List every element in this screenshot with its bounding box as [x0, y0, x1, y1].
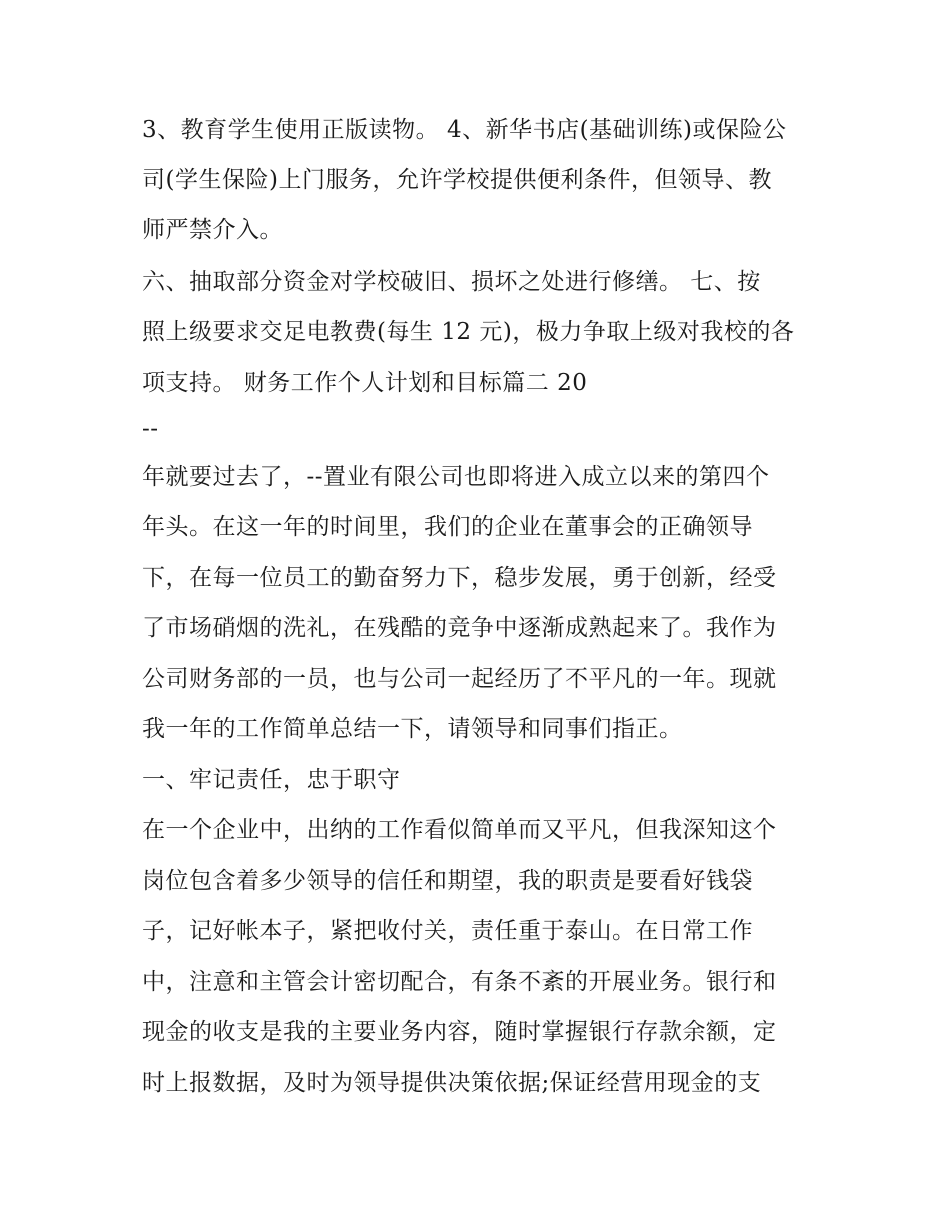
text-line-3: 师严禁介入。 — [142, 217, 283, 243]
text-line-19: 现金的收支是我的主要业务内容，随时掌握银行存款余额，定 — [142, 1019, 777, 1045]
text-line-15: 在一个企业中，出纳的工作看似简单而又平凡，但我深知这个 — [142, 817, 777, 843]
text-line-10: 下，在每一位员工的勤奋努力下，稳步发展，勇于创新，经受 — [142, 565, 777, 591]
text-line-6: 项支持。 财务工作个人计划和目标篇二 20 — [142, 370, 588, 396]
text-line-5: 照上级要求交足电教费(每生 12 元)，极力争取上级对我校的各 — [142, 319, 795, 345]
text-line-12: 公司财务部的一员，也与公司一起经历了不平凡的一年。现就 — [142, 666, 777, 692]
text-line-20: 时上报数据，及时为领导提供决策依据;保证经营用现金的支 — [142, 1070, 762, 1096]
section-heading: 一、牢记责任，忠于职守 — [142, 767, 401, 793]
text-line-8: 年就要过去了，--置业有限公司也即将进入成立以来的第四个 — [142, 464, 770, 490]
text-line-2: 司(学生保险)上门服务，允许学校提供便利条件，但领导、教 — [142, 167, 772, 193]
text-line-17: 子，记好帐本子，紧把收付关，责任重于泰山。在日常工作 — [142, 918, 753, 944]
text-line-16: 岗位包含着多少领导的信任和期望，我的职责是要看好钱袋 — [142, 868, 753, 894]
text-line-13: 我一年的工作简单总结一下，请领导和同事们指正。 — [142, 716, 683, 742]
text-line-18: 中，注意和主管会计密切配合，有条不紊的开展业务。银行和 — [142, 969, 777, 995]
text-line-4: 六、抽取部分资金对学校破旧、损坏之处进行修缮。 七、按 — [142, 269, 761, 295]
text-line-1: 3、教育学生使用正版读物。 4、新华书店(基础训练)或保险公 — [142, 117, 787, 143]
text-line-11: 了市场硝烟的洗礼，在残酷的竞争中逐渐成熟起来了。我作为 — [142, 615, 777, 641]
text-line-7: -- — [142, 416, 159, 442]
text-line-9: 年头。在这一年的时间里，我们的企业在董事会的正确领导 — [142, 514, 753, 540]
